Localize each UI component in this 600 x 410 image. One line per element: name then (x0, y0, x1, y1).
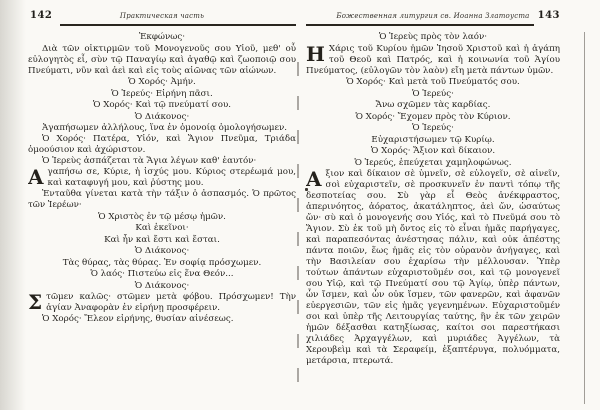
text-block: Ἀγαπήσωμεν ἀλλήλους, ἵνα ἐν ὁμονοίᾳ ὁμολογήσωμεν. (42, 123, 288, 133)
text-block: Ὁ Χορός· Πατέρα, Υἱόν, καὶ Ἅγιον Πνεῦμα, Τριάδα ὁμοούσιον καὶ ἀχώριστον. (28, 134, 296, 155)
header-rule (60, 24, 296, 26)
text-block: Καὶ ἦν καὶ ἔστι καὶ ἔσται. (104, 234, 220, 245)
text-block: Αξιον καὶ δίκαιον σὲ ὑμνεῖν, σὲ εὐλογεῖν, σὲ αἰνεῖν, σοὶ εὐχαριστεῖν, σὲ προσκυνεῖν ἐν παντὶ τόπῳ τῆς δεσποτείας σου. Σὺ γὰρ εἶ Θεὸς ἀνέκφραστος, ἀπερινόητος, ἀόρατος, ἀκατάληπτος, ἀεὶ ὤν, ὡσαύτως ὤν· σὺ καὶ ὁ μονογενής σου Υἱός, καὶ τὸ Πνεῦμά σου τὸ Ἅγιον. Σὺ ἐκ τοῦ μὴ ὄντος εἰς τὸ εἶναι ἡμᾶς παρήγαγες, καὶ παραπεσόντας ἀνέστησας πάλιν, καὶ οὐκ ἀπέστης πάντα ποιῶν, ἕως ἡμᾶς εἰς τὸν οὐρανὸν ἀνήγαγες, καὶ τὴν Βασιλείαν σου ἐχαρίσω τὴν μέλλουσαν. Ὑπὲρ τούτων ἁπάντων εὐχαριστοῦμέν σοι, καὶ τῷ μονογενεῖ σου Υἱῷ, καὶ τῷ Πνεύματί σου τῷ Ἁγίῳ, ὑπὲρ πάντων, ὧν ἴσμεν, καὶ ὧν οὐκ ἴσμεν, τῶν φανερῶν, καὶ ἀφανῶν εὐεργεσιῶν, τῶν εἰς ἡμᾶς γεγενημένων. Εὐχαριστοῦμέν σοι καὶ ὑπὲρ τῆς Λειτουργίας ταύτης, ἣν ἐκ τῶν χειρῶν ἡμῶν δέξασθαι κατηξίωσας, καίτοι σοι παρεστήκασι χιλιάδες Ἀρχαγγέλων, καὶ μυριάδες Ἀγγέλων, τὰ Χερουβεὶμ καὶ τὰ Σεραφείμ, ἑξαπτέρυγα, πολυόμματα, μετάρσια, πτερωτά. (306, 167, 560, 366)
text-block: Τὰς θύρας, τὰς θύρας. Ἐν σοφίᾳ πρόσχωμεν. (62, 257, 262, 268)
text-block: Καὶ ἐκεῖνοι· (135, 223, 189, 233)
text-block: Ὁ Χορός· Ἔλεον εἰρήνης, θυσίαν αἰνέσεως. (42, 314, 234, 324)
page-right-header (306, 10, 560, 25)
book-gutter-line (297, 62, 299, 398)
text-block: Ὁ Ἱερεὺς ἀσπάζεται τὰ Ἅγια λέγων καθ' ἑαυτόν· (42, 156, 257, 166)
text-block: Ὁ Διάκονος· (134, 280, 190, 291)
text-block: Ὁ Διάκονος· (134, 246, 190, 256)
page-number: 142 (30, 10, 53, 21)
text-block: Ἐνταῦθα γίνεται κατὰ τὴν τάξιν ὁ ἀσπασμός. Ὁ πρῶτος τῶν Ἱερέων· (28, 189, 296, 210)
running-head: Практическая часть (119, 12, 205, 20)
page-right (306, 10, 560, 406)
scan-right-edge-line (584, 32, 585, 404)
text-block: Ὁ Διάκονος· (134, 111, 190, 122)
page-left-body (28, 32, 296, 325)
text-block: Ὁ Ἱερεύς, ἐπεύχεται χαμηλοφώνως. (354, 157, 512, 168)
text-block: Ὁ Χορός· Ἄξιον καὶ δίκαιον. (370, 146, 496, 156)
page-left (28, 10, 296, 406)
page-right-body (306, 32, 560, 367)
scan-edge-shade (0, 0, 26, 410)
drop-cap: Α (28, 165, 44, 189)
text-block: Ὁ Χορός· Καὶ τῷ πνεύματί σου. (92, 100, 231, 110)
text-block: Εὐχαριστήσωμεν τῷ Κυρίῳ. (371, 134, 495, 145)
text-block: Ὁ Ἱερεύς· (412, 88, 454, 99)
text-block: Ὁ Ἱερεύς· (412, 123, 454, 133)
text-block: Ὁ Ἱερεύς· Εἰρήνη πᾶσι. (111, 88, 213, 99)
text-block: Ὁ Ἱερεὺς πρὸς τὸν λαόν· (378, 32, 488, 42)
running-head: Божественная литургия св. Иоанна Златоуста (336, 12, 530, 20)
drop-cap: Σ (28, 290, 43, 314)
text-block: Ὁ Χορός· Ἀμήν. (128, 77, 196, 87)
text-block: Ὁ Χριστὸς ἐν τῷ μέσῳ ἡμῶν. (98, 211, 226, 222)
text-block: Αγαπήσω σε, Κύριε, ἡ ἰσχύς μου. Κύριος στερέωμά μου, καὶ καταφυγή μου, καὶ ῥύστης μου. (28, 165, 296, 189)
text-block: Διὰ τῶν οἰκτιρμῶν τοῦ Μονογενοῦς σου Υἱοῦ, μεθ' οὗ εὐλογητὸς εἶ, σὺν τῷ Παναγίῳ καὶ ἀγαθῷ καὶ ζωοποιῷ σου Πνεύματι, νῦν καὶ ἀεὶ καὶ εἰς τοὺς αἰῶνας τῶν αἰώνων. (28, 43, 296, 76)
page-left-header (28, 10, 296, 25)
text-block: Ὁ Χορός· Καὶ μετὰ τοῦ Πνεύματός σου. (346, 77, 520, 87)
text-block: Στῶμεν καλῶς· στῶμεν μετὰ φόβου. Πρόσχωμεν! Τὴν ἁγίαν Ἀναφορὰν ἐν εἰρήνῃ προσφέρειν. (28, 290, 296, 314)
drop-cap: Α (306, 167, 322, 191)
text-block: Η Χάρις τοῦ Κυρίου ἡμῶν Ἰησοῦ Χριστοῦ καὶ ἡ ἀγάπη τοῦ Θεοῦ καὶ Πατρός, καὶ ἡ κοινωνία τοῦ Ἁγίου Πνεύματος, (εὐλογῶν τὸν λαὸν) εἴη μετὰ πάντων ὑμῶν. (306, 41, 560, 76)
header-rule (306, 24, 534, 26)
drop-cap: Η (306, 41, 325, 66)
text-block: Ἐκφώνως· (139, 32, 185, 42)
text-block: Ὁ Χορός· Ἔχομεν πρὸς τὸν Κύριον. (355, 111, 511, 122)
page-number: 143 (537, 10, 560, 21)
text-block: Ἄνω σχῶμεν τὰς καρδίας. (375, 100, 491, 110)
text-block: Ὁ λαός· Πιστεύω εἰς ἕνα Θεόν... (90, 269, 234, 279)
